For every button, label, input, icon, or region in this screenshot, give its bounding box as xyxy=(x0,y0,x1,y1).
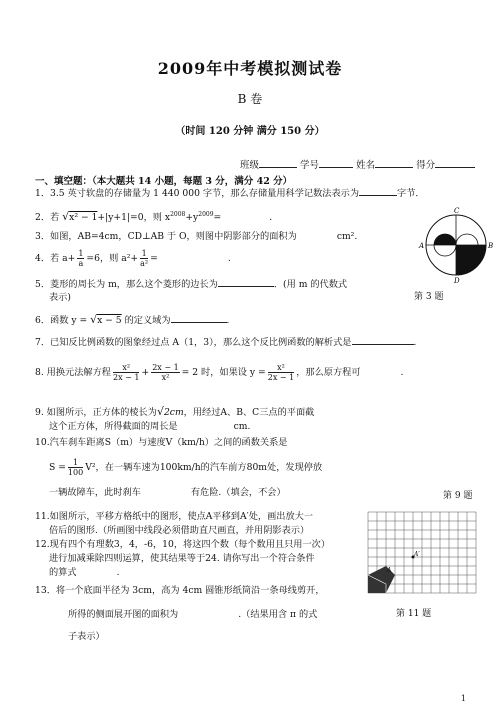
class-label: 班级 xyxy=(240,160,260,171)
q5-line1: 5．菱形的周长为 m，那么这个菱形的边长为 xyxy=(35,279,218,290)
q8-prefix: 8. 用换元法解方程 xyxy=(35,367,111,378)
student-id-label: 学号 xyxy=(300,160,320,171)
q8-f1-den: 2x − 1 xyxy=(113,373,140,382)
question-13: 13．将一个底面半径为 3cm，高为 4cm 圆锥形纸筒沿一条母线剪开， xyxy=(35,585,325,596)
question-5 xyxy=(35,277,347,292)
label-a: A xyxy=(419,242,425,250)
q2-exp1: 2008 xyxy=(170,211,186,218)
class-blank[interactable] xyxy=(259,158,297,168)
q5-answer-blank[interactable] xyxy=(218,277,274,287)
score-label: 得分 xyxy=(416,160,436,171)
q8-f3-num: x² xyxy=(268,363,294,373)
q9-unit: cm. xyxy=(233,421,251,432)
q9-answer-blank[interactable] xyxy=(178,420,234,429)
question-11: 11.如图所示，平移方格纸中的图形，使点A平移到A′处，画出放大一 xyxy=(35,511,314,522)
figure-9-caption: 第 9 题 xyxy=(443,491,473,501)
q10-s: S = xyxy=(49,462,66,473)
question-9-line2 xyxy=(49,420,250,434)
q6-mid: 的定义域为 xyxy=(124,315,171,326)
q4-frac1-num: 1 xyxy=(78,249,84,258)
q7-answer-blank[interactable] xyxy=(352,335,414,345)
q8-fraction-1 xyxy=(113,363,139,382)
q4-mid: =6，则 a²+ xyxy=(86,253,139,264)
q8-fraction-3 xyxy=(268,363,294,382)
q5-tail: ．(用 m 的代数式 xyxy=(273,279,348,290)
q3-answer-blank[interactable] xyxy=(297,230,337,239)
q2-period: . xyxy=(269,212,273,224)
q6-radicand: x − 5 xyxy=(97,315,122,326)
q10-line3: 一辆故障车，此时刹车 xyxy=(49,487,141,498)
q4-answer-blank[interactable] xyxy=(158,252,228,261)
question-9 xyxy=(35,405,314,420)
q1-tail: 字节． xyxy=(397,188,425,199)
label-d: D xyxy=(454,277,460,285)
q8-f1-num: x² xyxy=(113,363,139,373)
q4-frac2-num: 1 xyxy=(141,249,147,258)
q10-line2-text: V²，在一辆车速为100km/h的汽车前方80m处，发现停放 xyxy=(85,462,323,473)
label-a: A xyxy=(387,567,392,574)
label-a-prime: A′ xyxy=(414,551,420,558)
q12-line3: 的算式 xyxy=(49,567,77,578)
q7-text: 7．已知反比例函数的图象经过点 A（1，3），那么这个反比例函数的解析式是 xyxy=(35,337,352,348)
question-8 xyxy=(35,363,403,382)
question-12: 12.现有四个有理数3，4，-6，10，将这四个数（每个数用且只用一次） xyxy=(35,539,331,550)
q8-fraction-2 xyxy=(151,363,179,382)
q10-fraction xyxy=(68,458,83,477)
name-label: 姓名 xyxy=(356,160,376,171)
q4-frac1-den: a xyxy=(78,259,84,268)
question-10: 10.汽车刹车距离S（m）与速度V（km/h）之间的函数关系是 xyxy=(35,437,288,448)
q8-f2-num: 2x − 1 xyxy=(152,363,179,372)
q12-period: . xyxy=(116,567,120,578)
figure-3-circle-diagram xyxy=(418,205,494,285)
q4-prefix: 4．若 a+ xyxy=(35,253,76,264)
question-5-line2: 表示) xyxy=(49,292,71,303)
q7-period: . xyxy=(413,337,417,348)
question-11-line2: 倍后的图形.（所画图中线段必须借助直尺画直，并用阴影表示） xyxy=(49,525,310,536)
q2-exp2: 2009 xyxy=(198,211,214,218)
q4-period: . xyxy=(227,253,231,264)
q2-answer-blank[interactable] xyxy=(221,211,269,220)
question-7 xyxy=(35,335,416,350)
question-10-line3 xyxy=(49,486,286,500)
q10-den: 100 xyxy=(67,468,84,477)
q2-y: +y xyxy=(185,212,199,224)
label-o: O xyxy=(458,238,463,244)
q12-answer-blank[interactable] xyxy=(77,566,117,575)
q2-prefix: 2．若 xyxy=(35,212,60,224)
student-id-blank[interactable] xyxy=(319,158,353,168)
section-heading: 一、填空题：（本大题共 14 小题，每题 3 分，满分 42 分） xyxy=(35,176,293,187)
q9-edge: 2cm xyxy=(163,407,184,418)
sqrt-symbol: √ xyxy=(90,313,98,326)
q8-f3-den: 2x − 1 xyxy=(267,373,295,382)
q8-plus: + xyxy=(141,367,150,378)
figure-3-caption: 第 3 题 xyxy=(414,292,444,302)
q6-answer-blank[interactable] xyxy=(171,313,227,323)
q6-period: . xyxy=(226,315,230,326)
q3-unit: cm². xyxy=(336,231,358,242)
student-info-row xyxy=(240,157,475,171)
page-number: 1 xyxy=(460,694,466,703)
question-12-line3 xyxy=(49,566,119,580)
q4-fraction-1 xyxy=(77,249,84,268)
q8-period: . xyxy=(400,367,404,378)
question-3 xyxy=(35,230,357,244)
question-6 xyxy=(35,313,229,328)
q1-answer-blank[interactable] xyxy=(359,186,397,196)
volume-label: B 卷 xyxy=(237,92,263,106)
q9-prefix: 9. 如图所示，正方体的棱长为 xyxy=(35,407,157,418)
q10-answer-blank[interactable] xyxy=(141,486,191,495)
figure-11-caption: 第 11 题 xyxy=(396,609,432,619)
score-blank[interactable] xyxy=(435,158,475,168)
q8-tail: ，那么原方程可 xyxy=(296,367,361,378)
name-blank[interactable] xyxy=(375,158,413,168)
q2-mid: +|y+1|=0，则 x xyxy=(97,212,171,224)
question-13-line3: 子表示） xyxy=(68,631,105,642)
page-title: 2009年中考模拟测试卷 xyxy=(157,59,343,78)
sqrt-symbol: √ xyxy=(156,405,164,418)
label-c: C xyxy=(454,207,460,215)
q4-fraction-2 xyxy=(140,249,148,268)
question-10-line2 xyxy=(49,458,322,477)
q2-radicand: x² − 1 xyxy=(69,212,98,224)
q8-mid: = 2 时，如果设 y = xyxy=(181,367,266,378)
question-13-line2 xyxy=(68,608,317,622)
time-info: （时间 120 分钟 满分 150 分） xyxy=(175,126,325,137)
q4-eq: = xyxy=(150,253,158,264)
label-b: B xyxy=(488,242,494,250)
q1-text: 1．3.5 英寸软盘的存储量为 1 440 000 字节，那么存储量用科学记数法表示为 xyxy=(35,188,360,199)
q8-answer-blank[interactable] xyxy=(361,366,401,375)
q13-tail: .（结果用含 π 的式 xyxy=(238,609,318,620)
q8-f2-den: x² xyxy=(161,373,170,382)
question-4 xyxy=(35,249,231,268)
question-1 xyxy=(35,186,425,201)
q10-tail: 有危险.（填会，不会） xyxy=(190,487,286,498)
q2-eq: = xyxy=(213,212,222,224)
q3-text: 3．如图，AB=4cm，CD⊥AB 于 O，则图中阴影部分的面积为 xyxy=(35,231,297,242)
sqrt-symbol: √ xyxy=(62,210,70,224)
q6-prefix: 6．函数 y = xyxy=(35,315,88,326)
q13-answer-blank[interactable] xyxy=(178,608,238,617)
figure-11-grid xyxy=(366,510,478,600)
question-12-line2: 进行加减乘除四则运算，使其结果等于24. 请你写出一个符合条件 xyxy=(49,553,315,564)
q4-frac2-den: a² xyxy=(140,259,149,268)
q9-line2: 这个正方体，所得截面的周长是 xyxy=(49,421,178,432)
q13-line2: 所得的侧面展开图的面积为 xyxy=(68,609,179,620)
question-2 xyxy=(35,208,272,225)
q9-line1-tail: ，用经过A、B、C三点的平面截 xyxy=(183,407,315,418)
q10-num: 1 xyxy=(68,458,83,468)
